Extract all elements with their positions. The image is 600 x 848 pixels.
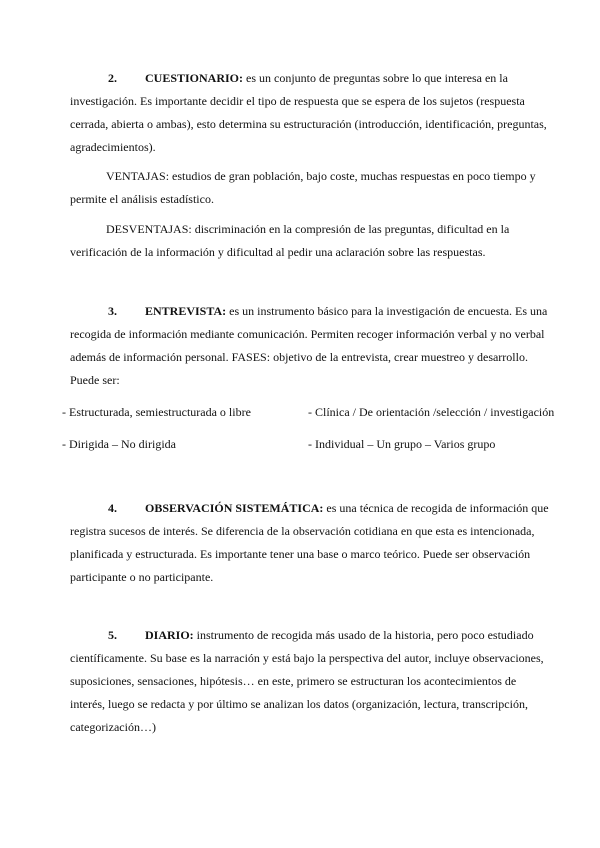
section-cuestionario [70, 67, 550, 159]
text-line: permite el análisis estadístico. [70, 192, 214, 206]
ventajas-paragraph [70, 165, 550, 211]
desventajas-paragraph [70, 218, 550, 264]
text-line: científicamente. Su base es la narración y está bajo la perspectiva del autor, incluye observaciones, [70, 651, 544, 665]
text-line: verificación de la información y dificultad al pedir una aclaración sobre las respuestas. [70, 245, 486, 259]
section-term: ENTREVISTA: [145, 304, 227, 318]
list-item [62, 434, 562, 454]
section-number: 2. [108, 71, 117, 85]
section-term: OBSERVACIÓN SISTEMÁTICA: [145, 501, 324, 515]
section-number: 4. [108, 501, 117, 515]
section-term: DIARIO: [145, 628, 194, 642]
text-line: cerrada, abierta o ambas), esto determina su estructuración (introducción, identificación, preguntas, [70, 117, 547, 131]
list-item-left: - Dirigida – No dirigida [62, 437, 176, 451]
text-line: registra sucesos de interés. Se diferencia de la observación cotidiana en que esta es intencionada, [70, 524, 535, 538]
section-entrevista [70, 300, 550, 392]
section-heading-line [70, 300, 550, 323]
text-line: categorización…) [70, 720, 156, 734]
section-observacion [70, 497, 550, 589]
section-term: CUESTIONARIO: [145, 71, 244, 85]
text-line: recogida de información mediante comunicación. Permiten recoger información verbal y no verbal [70, 327, 545, 341]
text-line: agradecimientos). [70, 140, 156, 154]
section-diario [70, 624, 550, 739]
list-item [62, 402, 562, 422]
section-number: 5. [108, 628, 117, 642]
text-line: participante o no participante. [70, 570, 214, 584]
text-line: es una técnica de recogida de información que [323, 501, 549, 515]
section-heading-line [70, 624, 550, 647]
text-line: suposiciones, sensaciones, hipótesis… en este, primero se estructuran los acontecimientos de [70, 674, 517, 688]
text-line: es un instrumento básico para la investigación de encuesta. Es una [226, 304, 548, 318]
list-item-right: - Clínica / De orientación /selección / investigación [308, 405, 555, 419]
text-line: planificada y estructurada. Es importante tener una base o marco teórico. Puede ser observación [70, 547, 531, 561]
list-item-left: - Estructurada, semiestructurada o libre [62, 405, 251, 419]
text-line: instrumento de recogida más usado de la historia, pero poco estudiado [193, 628, 534, 642]
text-line: DESVENTAJAS: discriminación en la compresión de las preguntas, dificultad en la [106, 222, 510, 236]
text-line: Puede ser: [70, 373, 120, 387]
text-line: investigación. Es importante decidir el tipo de respuesta que se espera de los sujetos (respuesta [70, 94, 525, 108]
section-heading-line [70, 497, 550, 520]
list-item-right: - Individual – Un grupo – Varios grupo [308, 437, 496, 451]
text-line: además de información personal. FASES: objetivo de la entrevista, crear muestreo y desarrollo. [70, 350, 528, 364]
section-heading-line [70, 67, 550, 90]
text-line: es un conjunto de preguntas sobre lo que interesa en la [243, 71, 508, 85]
section-number: 3. [108, 304, 117, 318]
text-line: VENTAJAS: estudios de gran población, bajo coste, muchas respuestas en poco tiempo y [106, 169, 536, 183]
text-line: interés, luego se redacta y por último se analizan los datos (organización, lectura, transcripción, [70, 697, 528, 711]
